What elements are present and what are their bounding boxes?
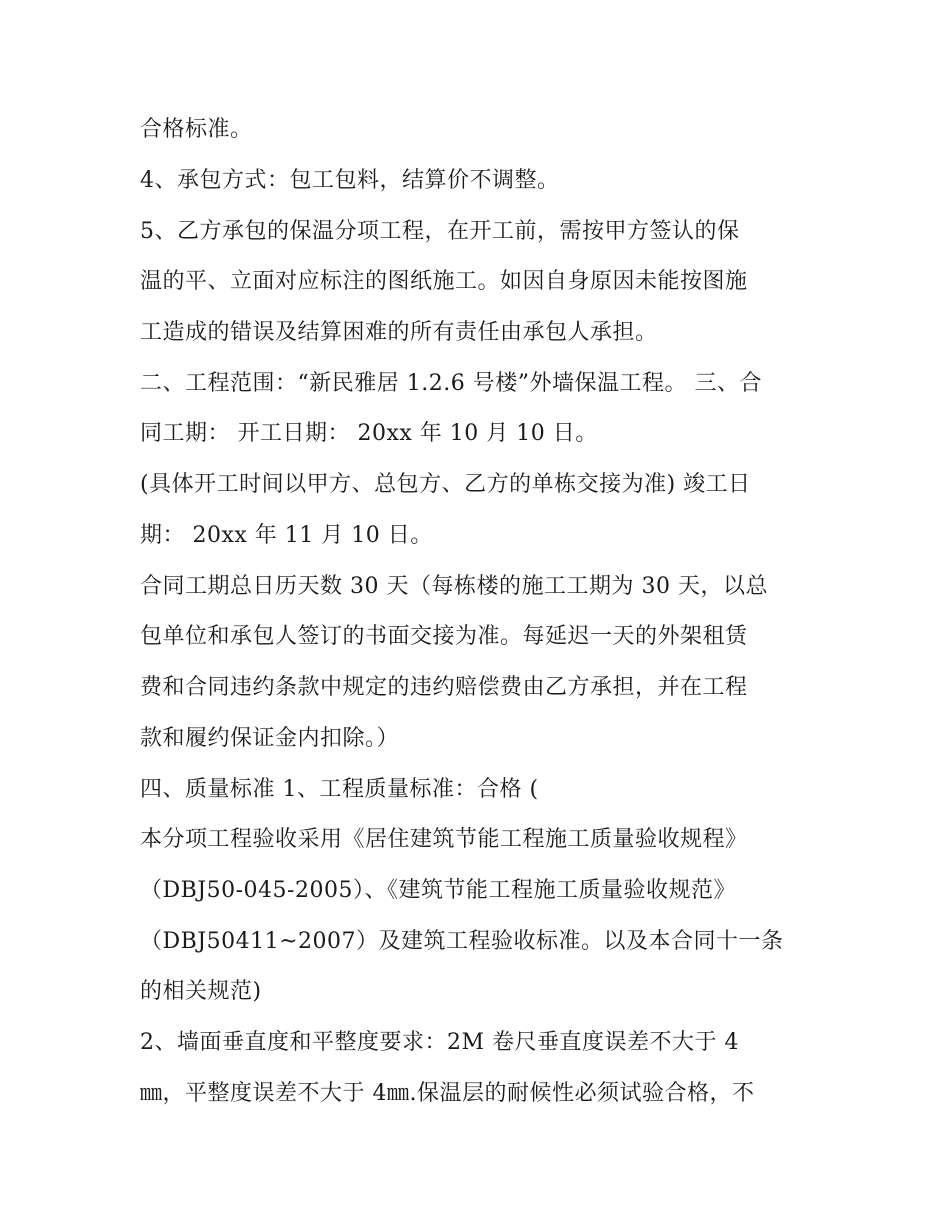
text-line: 款和履约保证金内扣除。）: [140, 726, 400, 751]
text-line: 包单位和承包人签订的书面交接为准。每延迟一天的外架租赁: [140, 624, 748, 649]
text-line: 本分项工程验收采用《居住建筑节能工程施工质量验收规程》: [140, 827, 748, 852]
text-line: 的相关规范): [140, 979, 262, 1004]
text-line: 费和合同违约条款中规定的违约赔偿费由乙方承担，并在工程: [140, 675, 748, 700]
text-line: 期： 20xx 年 11 月 10 日。: [140, 523, 433, 548]
text-line: 温的平、立面对应标注的图纸施工。如因自身原因未能按图施: [140, 269, 748, 294]
text-line: 二、工程范围：“新民雅居 1.2.6 号楼”外墙保温工程。 三、合: [140, 371, 762, 396]
text-line: ㎜，平整度误差不大于 4㎜.保温层的耐候性必须试验合格，不: [140, 1081, 755, 1106]
text-line: 四、质量标准 1、工程质量标准：合格 (: [140, 777, 539, 802]
text-line: 2、墙面垂直度和平整度要求：2M 卷尺垂直度误差不大于 4: [140, 1030, 740, 1055]
text-line: （DBJ50-045-2005）、《建筑节能工程施工质量验收规范》: [140, 878, 736, 903]
text-line: (具体开工时间以甲方、总包方、乙方的单栋交接为准) 竣工日: [140, 472, 751, 497]
text-line: 工造成的错误及结算困难的所有责任由承包人承担。: [140, 320, 658, 345]
text-line: 同工期： 开工日期： 20xx 年 10 月 10 日。: [140, 421, 598, 446]
text-line: 合同工期总日历天数 30 天（每栋楼的施工工期为 30 天，以总: [140, 574, 768, 599]
text-line: 4、承包方式：包工包料，结算价不调整。: [140, 168, 560, 193]
text-line: （DBJ50411~2007）及建筑工程验收标准。以及本合同十一条: [140, 929, 784, 954]
text-line: 合格标准。: [140, 117, 253, 142]
text-line: 5、乙方承包的保温分项工程，在开工前，需按甲方签认的保: [140, 219, 740, 244]
